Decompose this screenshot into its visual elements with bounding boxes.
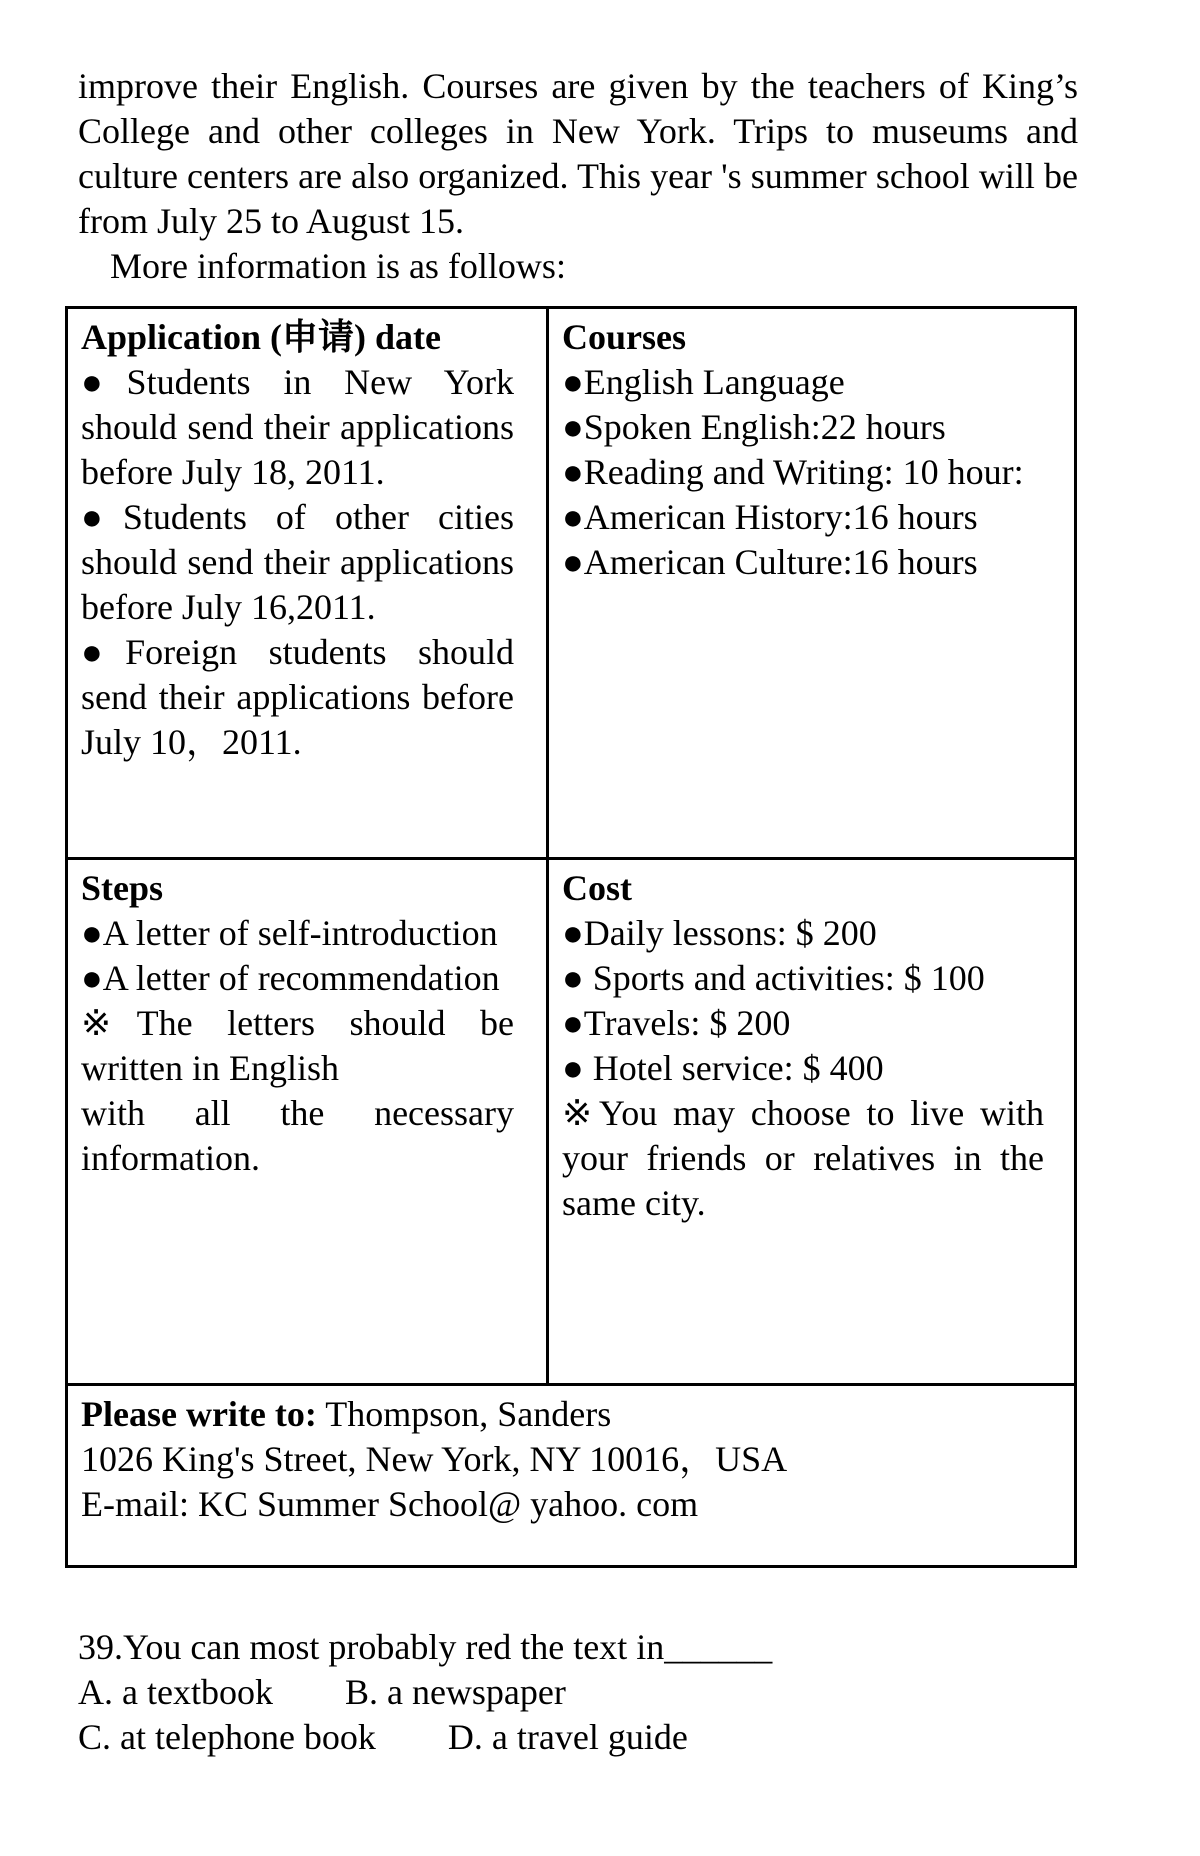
cell-contact [67,1385,1076,1567]
question-39-text: 39.You can most probably red the text in______ [78,1627,773,1667]
step-item: ※The letters should be written in English [81,1003,514,1088]
question-39-block [78,1625,1078,1760]
info-table [65,306,1077,1568]
contact-address: 1026 King's Street, New York, NY 10016，USA [81,1439,788,1479]
application-item: ●Students of other cities should send their applications before July 16,2011. [81,497,514,627]
step-item: ●A letter of self-introduction [81,913,498,953]
question-39-options-ab: A. a textbook B. a newspaper [78,1672,566,1712]
cell-application-date [67,308,548,859]
intro-paragraph: improve their English. Courses are given by the teachers of King’s College and other colleges in New York. Trips to museums and culture centers are also organized. This year 's summer school will be from July 25 to August 15. [78,66,1078,241]
cell-cost [548,859,1076,1385]
course-item: ●Spoken English:22 hours [562,407,946,447]
contact-label: Please write to: [81,1394,317,1434]
table-row-steps-cost [67,859,1076,1385]
course-item: ●American Culture:16 hours [562,542,978,582]
course-item: ●Reading and Writing: 10 hour: [562,452,1024,492]
cost-item: ※You may choose to live with your friends or relatives in the same city. [562,1093,1044,1223]
step-item: ●A letter of recommendation [81,958,500,998]
contact-email: E-mail: KC Summer School@ yahoo. com [81,1484,699,1524]
course-item: ●English Language [562,362,845,402]
cost-item: ● Hotel service: $ 400 [562,1048,884,1088]
table-row-contact [67,1385,1076,1567]
question-39-options-cd: C. at telephone book D. a travel guide [78,1717,688,1757]
table-row-application-courses [67,308,1076,859]
steps-header: Steps [81,868,164,908]
step-item: with all the necessary information. [81,1093,514,1178]
cost-item: ●Travels: $ 200 [562,1003,791,1043]
cost-item: ● Sports and activities: $ 100 [562,958,985,998]
application-item: ●Foreign students should send their applications before July 10，2011. [81,632,514,762]
cost-item: ●Daily lessons: $ 200 [562,913,877,953]
cost-header: Cost [562,868,632,908]
contact-write-to-line [81,1392,1058,1437]
courses-header: Courses [562,317,686,357]
application-item: ●Students in New York should send their applications before July 18, 2011. [81,362,514,492]
application-date-header: Application (申请) date [81,317,442,357]
document-page [0,64,1200,1856]
cell-courses [548,308,1076,859]
more-info-line: More information is as follows: [110,246,566,286]
cell-steps [67,859,548,1385]
contact-name: Thompson, Sanders [316,1394,612,1434]
course-item: ●American History:16 hours [562,497,978,537]
